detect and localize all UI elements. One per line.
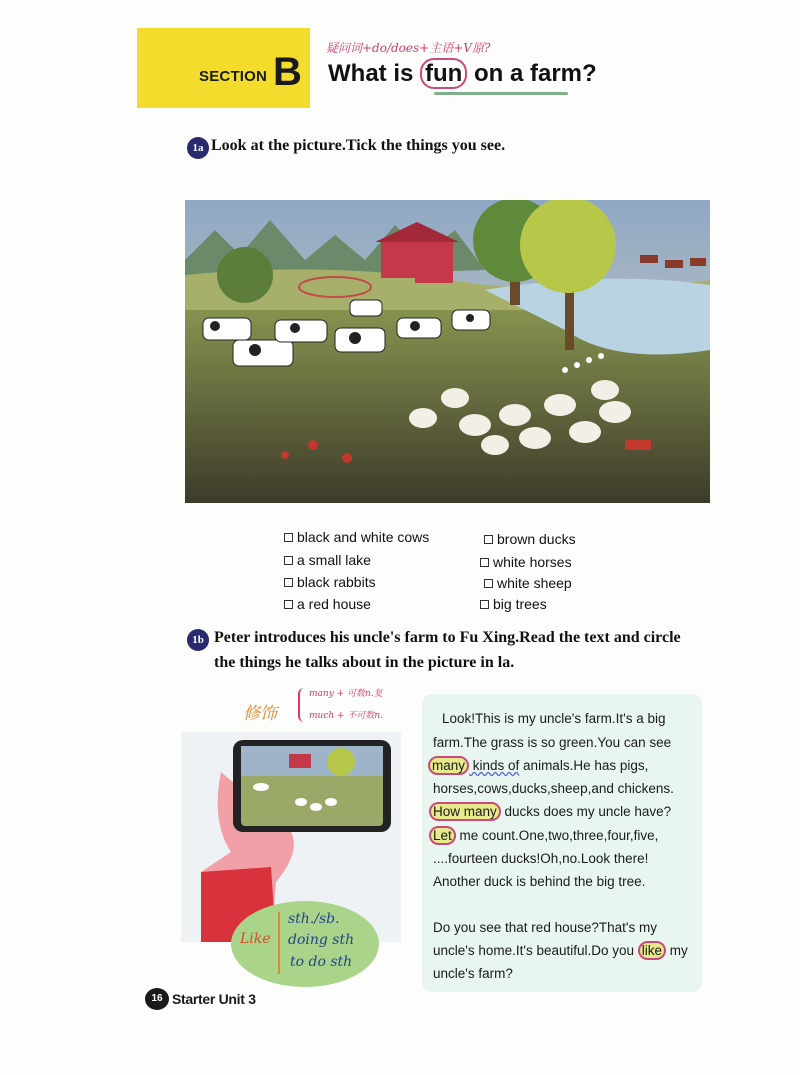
checklist-item[interactable]	[284, 552, 371, 568]
unit-label: Starter Unit 3	[172, 991, 256, 1007]
checklist-item[interactable]	[480, 554, 572, 570]
handwritten-note-question-form: 疑问词+do/does+主语+V原?	[326, 41, 491, 55]
checkbox-icon[interactable]	[284, 533, 293, 542]
bubble-like-label: Like	[240, 931, 271, 947]
bubble-line3: to do sth	[290, 954, 353, 970]
title-circled-word: fun	[420, 58, 467, 89]
circled-word-many: many	[428, 756, 469, 775]
passage-text: uncle's home.It's beautiful.Do you	[433, 943, 638, 958]
checkbox-icon[interactable]	[284, 578, 293, 587]
passage-line: horses,cows,ducks,sheep,and chickens.	[433, 781, 674, 796]
checkbox-icon[interactable]	[284, 556, 293, 565]
section-word: SECTION	[199, 68, 268, 85]
passage-line: Look!This is my uncle's farm.It's a big	[442, 711, 666, 726]
farm-illustration	[185, 200, 710, 503]
section-banner	[137, 28, 310, 108]
circled-phrase-how-many: How many	[429, 802, 501, 821]
passage-line	[433, 943, 688, 958]
handwritten-label-modify: 修饰	[243, 704, 277, 724]
checkbox-icon[interactable]	[480, 558, 489, 567]
bracket-shape	[298, 688, 308, 722]
checklist-item[interactable]	[284, 596, 371, 612]
title-part: on a farm?	[467, 60, 597, 87]
passage-text: my	[666, 943, 688, 958]
checklist-label: black rabbits	[297, 574, 376, 590]
task-badge-1a: 1a	[187, 137, 209, 159]
passage-text: ducks does my uncle have?	[500, 804, 672, 819]
checklist-item[interactable]	[484, 575, 572, 591]
bubble-divider	[278, 912, 280, 974]
passage-line	[428, 758, 648, 773]
passage-line: uncle's farm?	[433, 966, 513, 981]
passage-text: animals.He has pigs,	[519, 758, 649, 773]
checklist-item[interactable]	[484, 531, 576, 547]
checkbox-icon[interactable]	[480, 600, 489, 609]
passage-line: farm.The grass is so green.You can see	[433, 735, 672, 750]
handwritten-many-note: many + 可数n.复	[309, 689, 383, 699]
checklist-label: white horses	[493, 554, 572, 570]
checklist-label: brown ducks	[497, 531, 576, 547]
checklist-item[interactable]	[284, 529, 429, 545]
checklist-label: big trees	[493, 596, 547, 612]
title-part: What is	[328, 60, 421, 87]
task-1b-instruction-line1: Peter introduces his uncle's farm to Fu Xing.Read the text and circle	[214, 629, 681, 646]
checkbox-icon[interactable]	[284, 600, 293, 609]
checkbox-icon[interactable]	[484, 535, 493, 544]
page-title	[328, 60, 597, 88]
passage-line	[429, 804, 671, 819]
bubble-line2: doing sth	[288, 932, 355, 948]
passage-line: Another duck is behind the big tree.	[433, 874, 646, 889]
passage-line	[429, 828, 658, 843]
task-1a-instruction: Look at the picture.Tick the things you see.	[211, 137, 506, 154]
page-number-badge: 16	[145, 988, 169, 1010]
passage-line: ....fourteen ducks!Oh,no.Look there!	[433, 851, 649, 866]
wavy-underlined-text: kinds of	[469, 758, 520, 773]
checklist-item[interactable]	[284, 574, 376, 590]
checklist-label: a small lake	[297, 552, 371, 568]
checklist-item[interactable]	[480, 596, 547, 612]
task-badge-1b: 1b	[187, 629, 209, 651]
task-1b-instruction-line2: the things he talks about in the picture in la.	[214, 654, 515, 671]
checklist-label: black and white cows	[297, 529, 430, 545]
checklist-label: a red house	[297, 596, 371, 612]
circled-word-let: Let	[429, 826, 456, 845]
title-underline	[434, 92, 568, 95]
checklist-label: white sheep	[497, 575, 572, 591]
section-letter: B	[273, 50, 302, 94]
handwritten-much-note: much + 不可数n.	[309, 711, 384, 721]
checkbox-icon[interactable]	[484, 579, 493, 588]
circled-word-like: like	[638, 941, 666, 960]
passage-line: Do you see that red house?That's my	[433, 920, 657, 935]
bubble-line1: sth./sb.	[288, 911, 340, 927]
passage-text: me count.One,two,three,four,five,	[455, 828, 659, 843]
